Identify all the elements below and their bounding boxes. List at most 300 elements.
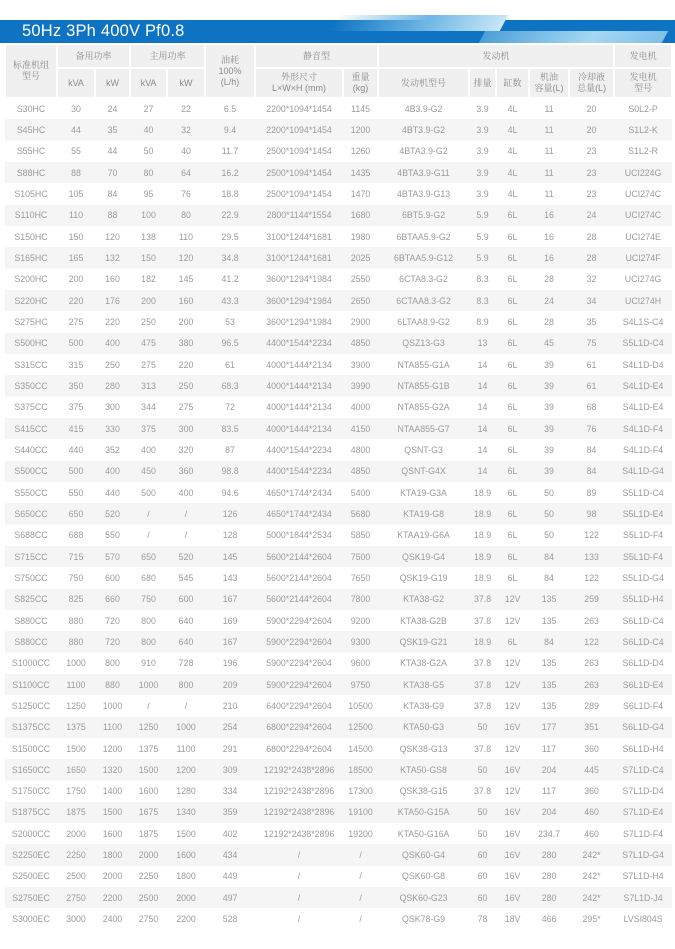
cell-fuel-100pct-lph: 291 <box>222 743 238 754</box>
cell-dimensions-lwh-mm: 5600*2144*2604 <box>266 594 332 605</box>
cell-fuel-100pct-lph: 167 <box>222 636 238 647</box>
cell-cylinders: 6L <box>507 210 518 221</box>
cell-prime-kw: 145 <box>178 274 194 285</box>
cell-prime-kw: 728 <box>178 658 194 669</box>
cell-standard-unit-model: S110HC <box>14 210 48 221</box>
table-row <box>5 525 672 546</box>
cell-fuel-100pct-lph: 209 <box>222 679 238 690</box>
cell-standby-kva: 2250 <box>66 850 86 861</box>
cell-displacement: 50 <box>477 828 488 839</box>
cell-prime-kva: 50 <box>143 146 154 157</box>
cell-coolant-total-l: 75 <box>586 338 597 349</box>
cell-prime-kva: 2250 <box>138 871 159 882</box>
cell-weight-kg: 4150 <box>350 423 371 434</box>
cell-standard-unit-model: S750CC <box>14 572 48 583</box>
cell-fuel-100pct-lph: 16.2 <box>221 167 239 178</box>
cell-alternator-model: UCI274F <box>625 252 661 263</box>
cell-coolant-total-l: 20 <box>586 124 597 135</box>
col-header-model <box>5 44 57 98</box>
cell-weight-kg: 9750 <box>350 679 371 690</box>
cell-dimensions-lwh-mm: 4000*1444*2134 <box>266 380 332 391</box>
cell-prime-kva: 375 <box>141 423 156 434</box>
col-header-standby-kva: kVA <box>57 68 95 98</box>
cell-oil-capacity-l: 135 <box>541 679 557 690</box>
cell-prime-kw: 32 <box>181 124 191 135</box>
cell-weight-kg: / <box>359 914 362 925</box>
cell-prime-kw: 520 <box>178 551 194 562</box>
cell-coolant-total-l: 23 <box>586 188 597 199</box>
cell-fuel-100pct-lph: 497 <box>222 892 238 903</box>
cell-dimensions-lwh-mm: 3100*1244*1681 <box>266 231 332 242</box>
cell-displacement: 37.8 <box>473 615 492 626</box>
col-header-engine-model: 发动机型号 <box>378 68 469 98</box>
cell-prime-kva: 27 <box>143 104 154 115</box>
cell-alternator-model: LVSI804S <box>623 914 663 925</box>
cell-fuel-100pct-lph: 128 <box>222 530 238 541</box>
table-row <box>5 290 672 311</box>
table-row <box>5 781 672 802</box>
cell-alternator-model: S4L1D-E4 <box>622 402 664 413</box>
cell-alternator-model: S4L1D-G4 <box>622 466 664 477</box>
cell-fuel-100pct-lph: 41.2 <box>221 274 239 285</box>
cell-dimensions-lwh-mm: / <box>297 892 301 903</box>
cell-coolant-total-l: 122 <box>584 572 599 583</box>
cell-fuel-100pct-lph: 83.5 <box>221 423 239 434</box>
cell-displacement: 8.3 <box>476 274 489 285</box>
col-header-alternator-line2: 型号 <box>634 83 653 93</box>
cell-standby-kw: 800 <box>105 658 120 669</box>
page-title: 50Hz 3Ph 400V Pf0.8 <box>22 22 185 40</box>
cell-coolant-total-l: 32 <box>586 274 597 285</box>
cell-oil-capacity-l: 280 <box>541 871 557 882</box>
cell-standby-kw: 1400 <box>102 786 123 797</box>
cell-standby-kw: 1000 <box>102 700 123 711</box>
cell-coolant-total-l: 122 <box>584 636 599 647</box>
cell-dimensions-lwh-mm: 12192*2438*2896 <box>263 764 335 775</box>
cell-alternator-model: S6L1D-C4 <box>622 636 664 647</box>
cell-standby-kva: 550 <box>68 487 84 498</box>
cell-cylinders: 16V <box>504 764 521 775</box>
cell-alternator-model: S4L1S-C4 <box>622 316 664 327</box>
cell-prime-kw: 275 <box>178 402 194 413</box>
cell-weight-kg: 9600 <box>350 658 371 669</box>
cell-standby-kva: 165 <box>68 252 84 263</box>
cell-prime-kva: 80 <box>143 167 154 178</box>
cell-alternator-model: S7L1D-E4 <box>622 807 664 818</box>
cell-standby-kva: 500 <box>68 338 84 349</box>
cell-displacement: 78 <box>477 914 488 925</box>
cell-fuel-100pct-lph: 528 <box>222 914 238 925</box>
cell-cylinders: 6L <box>507 466 518 477</box>
cell-prime-kw: 160 <box>178 295 194 306</box>
cell-standby-kva: 750 <box>68 572 84 583</box>
cell-standby-kw: 1100 <box>103 722 122 733</box>
cell-weight-kg: 5680 <box>350 508 371 519</box>
cell-standby-kw: 120 <box>105 231 120 242</box>
cell-cylinders: 4L <box>507 167 518 178</box>
cell-standard-unit-model: S88HC <box>16 167 46 178</box>
cell-standby-kva: 500 <box>68 466 84 477</box>
cell-cylinders: 16V <box>504 828 521 839</box>
cell-fuel-100pct-lph: 254 <box>222 722 238 733</box>
cell-prime-kw: / <box>184 508 188 519</box>
cell-weight-kg: 7500 <box>350 551 371 562</box>
cell-alternator-model: S6L1D-E4 <box>622 679 664 690</box>
cell-prime-kw: 320 <box>178 444 194 455</box>
table-row <box>5 695 672 716</box>
cell-oil-capacity-l: 50 <box>544 508 554 519</box>
cell-engine-model: NTAA855-G7 <box>397 423 450 434</box>
cell-weight-kg: 2900 <box>350 316 371 327</box>
cell-standby-kva: 105 <box>68 188 84 199</box>
col-header-coolant <box>569 68 614 98</box>
cell-cylinders: 12V <box>504 700 521 711</box>
cell-oil-capacity-l: 28 <box>544 274 554 285</box>
table-row <box>5 674 672 695</box>
cell-prime-kw: 2000 <box>176 892 196 903</box>
cell-engine-model: KTA50-GS8 <box>400 764 447 775</box>
cell-engine-model: 4BTA3.9-G13 <box>396 188 451 199</box>
cell-oil-capacity-l: 204 <box>541 807 557 818</box>
cell-fuel-100pct-lph: 9.4 <box>223 124 237 135</box>
cell-prime-kva: 138 <box>141 231 156 242</box>
col-header-weight <box>343 68 378 98</box>
cell-weight-kg: / <box>359 850 362 861</box>
cell-alternator-model: S6L1D-F4 <box>623 700 664 711</box>
cell-alternator-model: S4L1D-D4 <box>622 359 664 370</box>
cell-standard-unit-model: S500CC <box>14 466 48 477</box>
cell-engine-model: 4BTA3.9-G11 <box>397 167 450 178</box>
cell-prime-kw: 800 <box>178 679 194 690</box>
cell-cylinders: 6L <box>507 359 518 370</box>
cell-alternator-model: S5L1D-C4 <box>622 487 664 498</box>
col-header-dimensions-line1: 外形尺寸 <box>281 72 318 82</box>
cell-cylinders: 12V <box>504 658 521 669</box>
cell-weight-kg: 3900 <box>350 359 371 370</box>
cell-cylinders: 12V <box>504 615 521 626</box>
cell-standby-kva: 1750 <box>66 786 86 797</box>
cell-dimensions-lwh-mm: 6800*2294*2604 <box>266 743 332 754</box>
cell-fuel-100pct-lph: 169 <box>222 615 238 626</box>
cell-prime-kva: 650 <box>141 551 156 562</box>
cell-prime-kw: 600 <box>178 594 194 605</box>
cell-standby-kva: 440 <box>68 444 84 455</box>
cell-displacement: 3.9 <box>476 146 489 157</box>
cell-cylinders: 16V <box>504 871 521 882</box>
cell-fuel-100pct-lph: 196 <box>222 658 238 669</box>
cell-alternator-model: S7L1D-H4 <box>622 871 664 882</box>
cell-fuel-100pct-lph: 402 <box>222 828 238 839</box>
cell-prime-kva: 910 <box>141 658 156 669</box>
cell-dimensions-lwh-mm: 12192*2438*2896 <box>263 807 335 818</box>
cell-cylinders: 6L <box>507 636 518 647</box>
col-header-model-line2: 型号 <box>21 71 40 81</box>
cell-standby-kva: 315 <box>68 359 84 370</box>
cell-cylinders: 16V <box>504 807 521 818</box>
cell-engine-model: QSK19-G21 <box>399 636 448 647</box>
cell-cylinders: 6L <box>507 380 518 391</box>
cell-weight-kg: / <box>359 871 362 882</box>
cell-prime-kva: 400 <box>141 444 156 455</box>
cell-standard-unit-model: S715CC <box>14 551 48 562</box>
cell-oil-capacity-l: 39 <box>544 380 554 391</box>
cell-coolant-total-l: 68 <box>586 402 597 413</box>
cell-fuel-100pct-lph: 22.9 <box>221 210 239 221</box>
table-row <box>5 354 672 375</box>
cell-standby-kva: 44 <box>71 124 81 135</box>
cell-cylinders: 6L <box>507 572 518 583</box>
cell-oil-capacity-l: 135 <box>541 658 557 669</box>
cell-dimensions-lwh-mm: 5900*2294*2604 <box>266 615 332 626</box>
cell-weight-kg: 19200 <box>348 828 373 839</box>
cell-standby-kva: 275 <box>68 316 84 327</box>
cell-oil-capacity-l: 280 <box>541 850 557 861</box>
cell-oil-capacity-l: 117 <box>542 743 557 754</box>
cell-cylinders: 4L <box>507 104 518 115</box>
cell-prime-kva: 2000 <box>138 850 159 861</box>
cell-standby-kw: 520 <box>105 508 120 519</box>
cell-oil-capacity-l: 135 <box>541 615 557 626</box>
cell-standard-unit-model: S375CC <box>14 402 48 413</box>
table-row <box>5 802 672 823</box>
cell-prime-kw: 1280 <box>176 786 196 797</box>
cell-coolant-total-l: 24 <box>586 210 597 221</box>
cell-displacement: 37.8 <box>473 700 492 711</box>
cell-alternator-model: S4L1D-F4 <box>623 444 664 455</box>
cell-dimensions-lwh-mm: 3600*1294*1984 <box>266 295 332 306</box>
cell-oil-capacity-l: 234.7 <box>538 828 561 839</box>
cell-displacement: 50 <box>477 807 488 818</box>
cell-weight-kg: 19100 <box>348 807 373 818</box>
cell-standard-unit-model: S3000EC <box>12 914 50 925</box>
cell-prime-kw: 640 <box>178 615 194 626</box>
cell-standby-kva: 1650 <box>66 764 86 775</box>
cell-coolant-total-l: 35 <box>586 316 597 327</box>
cell-standby-kva: 1250 <box>66 700 86 711</box>
cell-prime-kw: 380 <box>178 338 194 349</box>
cell-coolant-total-l: 76 <box>586 423 597 434</box>
cell-fuel-100pct-lph: 143 <box>222 572 238 583</box>
table-row <box>5 610 672 631</box>
cell-standby-kva: 2500 <box>66 871 86 882</box>
cell-alternator-model: S5L1D-H4 <box>622 594 664 605</box>
cell-engine-model: KTA38-G2A <box>400 658 447 669</box>
cell-standard-unit-model: S550CC <box>14 487 48 498</box>
cell-standby-kva: 1100 <box>66 679 86 690</box>
cell-oil-capacity-l: 177 <box>541 722 557 733</box>
cell-standby-kva: 30 <box>71 104 81 115</box>
cell-dimensions-lwh-mm: 2800*1144*1554 <box>266 210 332 221</box>
col-header-coolant-line1: 冷却液 <box>578 72 606 82</box>
cell-alternator-model: S6L1D-G4 <box>622 722 664 733</box>
cell-engine-model: KTA50-G16A <box>397 828 450 839</box>
cell-standby-kw: 44 <box>107 146 118 157</box>
cell-standard-unit-model: S45HC <box>16 124 46 135</box>
cell-standby-kva: 880 <box>68 615 84 626</box>
col-header-dimensions-line2: L×W×H (mm) <box>272 83 327 93</box>
cell-fuel-100pct-lph: 94.6 <box>221 487 239 498</box>
cell-standard-unit-model: S275HC <box>14 316 48 327</box>
cell-coolant-total-l: 20 <box>586 104 597 115</box>
cell-prime-kva: 182 <box>141 274 156 285</box>
cell-dimensions-lwh-mm: 4400*1544*2234 <box>266 444 332 455</box>
cell-standard-unit-model: S2750EC <box>12 892 50 903</box>
cell-standard-unit-model: S880CC <box>14 636 48 647</box>
cell-displacement: 50 <box>477 722 488 733</box>
cell-standby-kva: 1875 <box>66 807 86 818</box>
cell-oil-capacity-l: 280 <box>541 892 557 903</box>
cell-dimensions-lwh-mm: 3100*1244*1681 <box>266 252 332 263</box>
cell-prime-kw: / <box>184 700 188 711</box>
cell-engine-model: QSK60-G8 <box>402 871 446 882</box>
cell-prime-kw: 1100 <box>176 743 196 754</box>
cell-weight-kg: 5400 <box>350 487 371 498</box>
cell-displacement: 3.9 <box>476 124 489 135</box>
cell-alternator-model: UCI224G <box>624 167 662 178</box>
cell-engine-model: KTAA19-G6A <box>397 530 450 541</box>
cell-cylinders: 6L <box>507 444 518 455</box>
cell-oil-capacity-l: 117 <box>542 786 557 797</box>
cell-dimensions-lwh-mm: 4650*1744*2434 <box>266 487 332 498</box>
table-row <box>5 866 672 887</box>
cell-standby-kw: 720 <box>105 636 120 647</box>
cell-prime-kw: 64 <box>181 167 191 178</box>
cell-standby-kw: 352 <box>105 444 120 455</box>
cell-fuel-100pct-lph: 96.5 <box>221 338 239 349</box>
cell-coolant-total-l: 242* <box>582 892 601 903</box>
cell-weight-kg: 18500 <box>348 764 373 775</box>
cell-fuel-100pct-lph: 68.3 <box>221 380 239 391</box>
cell-weight-kg: 17300 <box>348 786 373 797</box>
cell-standby-kw: 70 <box>107 167 118 178</box>
cell-cylinders: 16V <box>504 892 521 903</box>
table-row <box>5 162 672 183</box>
cell-prime-kva: 1675 <box>138 807 159 818</box>
cell-dimensions-lwh-mm: 2200*1094*1454 <box>266 104 332 115</box>
col-header-dimensions <box>255 68 343 98</box>
cell-weight-kg: 9300 <box>350 636 371 647</box>
cell-prime-kw: 360 <box>178 466 194 477</box>
cell-alternator-model: S6L1D-D4 <box>622 658 664 669</box>
cell-standard-unit-model: S825CC <box>14 594 48 605</box>
cell-standby-kw: 330 <box>105 423 120 434</box>
cell-engine-model: KTA50-G15A <box>397 807 450 818</box>
cell-oil-capacity-l: 39 <box>544 444 554 455</box>
cell-fuel-100pct-lph: 98.8 <box>221 466 239 477</box>
cell-oil-capacity-l: 11 <box>544 188 554 199</box>
cell-coolant-total-l: 351 <box>584 722 599 733</box>
cell-alternator-model: S1L2-K <box>628 124 658 135</box>
col-header-oil-line1: 机油 <box>540 72 559 82</box>
cell-dimensions-lwh-mm: 4000*1444*2134 <box>266 423 332 434</box>
cell-oil-capacity-l: 50 <box>544 487 554 498</box>
cell-displacement: 14 <box>477 444 488 455</box>
cell-dimensions-lwh-mm: 3600*1294*1984 <box>266 316 332 327</box>
table-row <box>5 439 672 460</box>
cell-prime-kva: 1500 <box>138 764 159 775</box>
cell-alternator-model: S5L1D-E4 <box>622 508 664 519</box>
cell-standard-unit-model: S165HC <box>14 252 48 263</box>
cell-engine-model: 4BT3.9-G2 <box>402 124 446 135</box>
cell-oil-capacity-l: 204 <box>541 764 557 775</box>
cell-oil-capacity-l: 39 <box>544 359 554 370</box>
col-header-weight-line1: 重量 <box>351 72 370 82</box>
cell-oil-capacity-l: 84 <box>544 572 554 583</box>
cell-oil-capacity-l: 16 <box>544 252 554 263</box>
cell-dimensions-lwh-mm: 5000*1844*2534 <box>266 530 332 541</box>
cell-cylinders: 16V <box>504 850 521 861</box>
cell-prime-kva: 100 <box>141 210 156 221</box>
cell-engine-model: QSK60-G4 <box>402 850 446 861</box>
cell-displacement: 3.9 <box>476 167 489 178</box>
col-header-alternator-model <box>614 68 672 98</box>
cell-prime-kva: / <box>147 508 150 519</box>
cell-coolant-total-l: 133 <box>584 551 599 562</box>
cell-weight-kg: 7650 <box>350 572 371 583</box>
cell-standby-kw: 24 <box>107 104 118 115</box>
cell-standby-kva: 375 <box>68 402 84 413</box>
cell-prime-kva: 450 <box>141 466 156 477</box>
table-row <box>5 887 672 908</box>
cell-prime-kva: 200 <box>141 295 156 306</box>
cell-coolant-total-l: 98 <box>586 508 597 519</box>
cell-weight-kg: 3990 <box>350 380 371 391</box>
table-row <box>5 589 672 610</box>
col-header-fuel-line3: (L/h) <box>220 76 240 87</box>
cell-prime-kva: 1600 <box>138 786 159 797</box>
cell-standby-kw: 550 <box>105 530 120 541</box>
cell-prime-kw: 400 <box>178 487 194 498</box>
cell-displacement: 3.9 <box>476 188 489 199</box>
cell-standby-kva: 1500 <box>66 743 86 754</box>
col-header-fuel <box>205 44 255 98</box>
cell-cylinders: 6L <box>507 274 518 285</box>
cell-weight-kg: 1145 <box>351 104 370 115</box>
cell-standby-kva: 88 <box>71 167 81 178</box>
table-row <box>5 823 672 844</box>
cell-prime-kw: 1800 <box>176 871 196 882</box>
cell-standby-kva: 350 <box>68 380 84 391</box>
cell-fuel-100pct-lph: 18.8 <box>221 188 239 199</box>
cell-standard-unit-model: S2500EC <box>12 871 50 882</box>
col-header-fuel-line2: 100% <box>218 65 242 76</box>
cell-standby-kw: 1320 <box>102 764 123 775</box>
cell-engine-model: QSZ13-G3 <box>402 338 445 349</box>
cell-standby-kva: 715 <box>68 551 84 562</box>
cell-standby-kw: 84 <box>107 188 118 199</box>
cell-standby-kva: 1375 <box>66 722 86 733</box>
cell-standby-kw: 250 <box>105 359 120 370</box>
cell-displacement: 37.8 <box>473 658 492 669</box>
cell-oil-capacity-l: 50 <box>544 530 554 541</box>
table-row <box>5 141 672 162</box>
cell-engine-model: 6BT5.9-G2 <box>402 210 446 221</box>
cell-fuel-100pct-lph: 6.5 <box>223 104 237 115</box>
col-header-cylinders: 缸数 <box>496 68 529 98</box>
cell-engine-model: NTA855-G1B <box>397 380 450 391</box>
cell-standby-kva: 2000 <box>66 828 86 839</box>
table-row <box>5 119 672 140</box>
table-row <box>5 503 672 524</box>
cell-prime-kva: 800 <box>141 636 156 647</box>
cell-engine-model: 6LTAA8.9-G2 <box>397 316 450 327</box>
cell-engine-model: 4B3.9-G2 <box>404 104 443 115</box>
cell-standby-kva: 825 <box>68 594 84 605</box>
cell-weight-kg: 4850 <box>350 338 371 349</box>
cell-displacement: 37.8 <box>473 594 492 605</box>
cell-engine-model: KTA19-G3A <box>400 487 447 498</box>
cell-prime-kw: 250 <box>178 380 194 391</box>
